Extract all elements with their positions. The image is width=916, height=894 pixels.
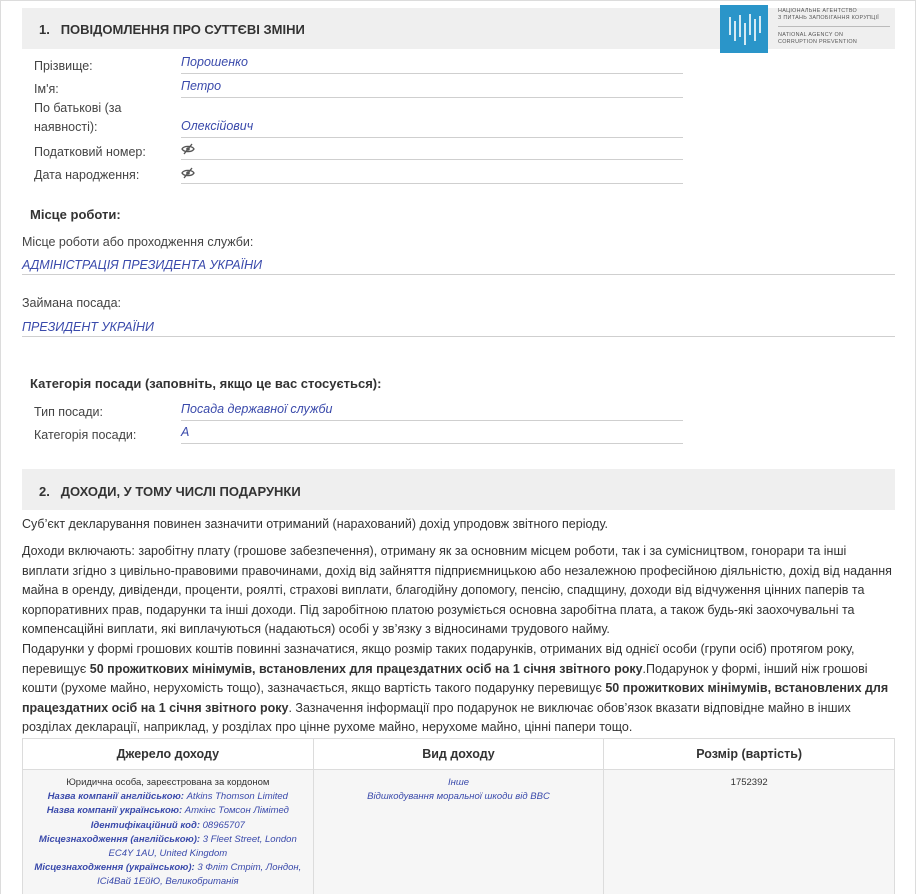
eye-slash-icon[interactable] [181, 167, 195, 179]
income-amount-cell: 1752392 [604, 770, 895, 894]
position-value: ПРЕЗИДЕНТ УКРАЇНИ [22, 320, 154, 334]
eye-slash-icon[interactable] [181, 143, 195, 155]
table-row [23, 770, 895, 894]
position-type-label: Тип посади: [34, 405, 103, 419]
position-label: Займана посада: [22, 296, 121, 310]
column-header-kind: Вид доходу [313, 739, 604, 770]
section-1-title: 1. ПОВІДОМЛЕННЯ ПРО СУТТЄВІ ЗМІНИ [39, 22, 305, 37]
nacp-logo-text: НАЦІОНАЛЬНЕ АГЕНТСТВО З ПИТАНЬ ЗАПОБІГАННЯ КОРУПЦІЇ NATIONAL AGENCY ON CORRUPTION PREVENTION [778, 8, 890, 46]
tax-number-row [34, 143, 683, 160]
intro-paragraph-2: Доходи включають: заробітну плату (грошове забезпечення), отриману як за основним місцем роботи, так і за сумісництвом, гонорари та інші виплати згідно з цивільно-правовими правочинами, дохід від зайняття підприємницькою або незалежною професійною діяльністю, дохід від надання майна в оренду, дивіденди, проценти, роялті, страхові виплати, благодійну допомогу, пенсію, спадщину, доходи від відчуження цінних паперів та корпоративних прав, подарунки та інші доходи. Під заробітною платою розуміється основна заробітна плата, а також будь-які заохочувальні та компенсаційні виплати, які виплачуються (надаються) особі у зв’язку з відносинами трудового найму. [22, 544, 892, 637]
workplace-label: Місце роботи або проходження служби: [22, 235, 254, 249]
patronymic-row [34, 99, 683, 138]
income-table [22, 738, 895, 894]
column-header-source: Джерело доходу [23, 739, 314, 770]
section-2-header [22, 469, 895, 510]
surname-label: Прізвище: [34, 59, 93, 73]
income-kind-cell: Інше Відшкодування моральної шкоди від BBC [313, 770, 604, 894]
name-row [34, 80, 683, 98]
position-type-value: Посада державної служби [181, 402, 333, 416]
nacp-logo [720, 5, 895, 53]
birth-date-label: Дата народження: [34, 168, 140, 182]
tax-number-label: Податковий номер: [34, 145, 146, 159]
workplace-value: АДМІНІСТРАЦІЯ ПРЕЗИДЕНТА УКРАЇНИ [22, 258, 263, 272]
birth-date-value [181, 165, 683, 179]
category-heading: Категорія посади (заповніть, якщо це вас стосується): [30, 376, 382, 391]
nacp-logo-mark [720, 5, 768, 53]
patronymic-label: По батькові (за наявності): [34, 101, 122, 134]
birth-date-row [34, 166, 683, 184]
section-2-title: 2. ДОХОДИ, У ТОМУ ЧИСЛІ ПОДАРУНКИ [39, 484, 301, 499]
position-category-value: А [181, 425, 190, 439]
position-type-row [34, 403, 683, 421]
column-header-amount: Розмір (вартість) [604, 739, 895, 770]
surname-value: Порошенко [181, 55, 248, 69]
income-table-header [23, 739, 895, 770]
name-value: Петро [181, 79, 222, 93]
patronymic-value: Олексійович [181, 119, 254, 133]
position-category-row [34, 426, 683, 444]
workplace-heading: Місце роботи: [30, 207, 121, 222]
name-label: Ім'я: [34, 82, 59, 96]
tax-number-value [181, 141, 683, 155]
income-source-cell: Юридична особа, зареєстрована за кордоном Назва компанії англійською: Atkins Thomson Limited Назва компанії українською: Аткінс Томсон Лімітед Ідентифікаційний код: 08965707 Місцезнаходження (англійською): 3 Fleet Street, London EC4Y 1AU, United Kingdom Місцезнаходження (українською): 3 Фліт Стріт, Лондон, ІСі4Вай 1ЕйЮ, Великобританія [23, 770, 314, 894]
intro-paragraph-1: Суб’єкт декларування повинен зазначити отриманий (нарахований) дохід упродовж звітного періоду. [22, 517, 608, 531]
surname-row [34, 57, 683, 74]
position-category-label: Категорія посади: [34, 428, 137, 442]
intro-paragraph-3: Подарунки у формі грошових коштів повинні зазначатися, якщо розмір таких подарунків, отриманих від однієї особи (групи осіб) протягом року, перевищує 50 прожиткових мінімумів, встановлених для працездатних осіб на 1 січня звітного року.Подарунок у формі, інший ніж грошові кошти (рухоме майно, нерухомість тощо), зазначається, якщо вартість такого подарунку перевищує 50 прожиткових мінімумів, встановлених для працездатних осіб на 1 січня звітного року. Зазначення інформації про подарунок не виключає обов’язок вказати відповідне майно в інших розділах декларації, наприклад, у розділах про цінне рухоме майно, нерухоме майно, цінні папери тощо. [22, 642, 889, 735]
